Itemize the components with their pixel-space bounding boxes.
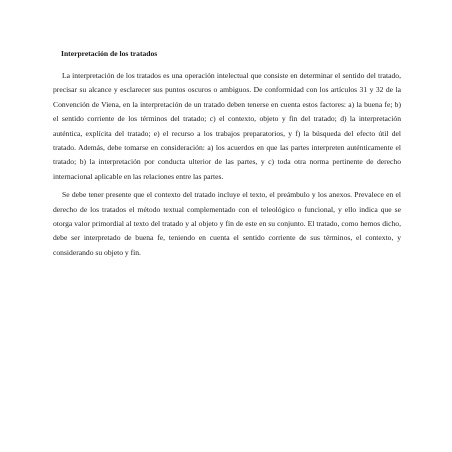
section-heading: Interpretación de los tratados bbox=[61, 49, 158, 58]
document-page bbox=[53, 48, 401, 264]
paragraph-treaty-context: Se debe tener presente que el contexto del tratado incluye el texto, el preámbulo y los anexos. Prevalece en el derecho de los tratados el método textual complementado con el teleológico o funcional, y ello indica que se otorga valor primordial al texto del tratado y al objeto y fin de este en su conjunto. El tratado, como hemos dicho, debe ser interpretado de buena fe, teniendo en cuenta el sentido corriente de sus términos, el contexto, y considerando su objeto y fin. bbox=[53, 190, 401, 257]
paragraph-interpretation-factors: La interpretación de los tratados es una operación intelectual que consiste en determinar el sentido del tratado, precisar su alcance y esclarecer sus puntos oscuros o ambiguos. De conformidad con los artículos 31 y 32 de la Convención de Viena, en la interpretación de un tratado deben tenerse en cuenta estos factores: a) la buena fe; b) el sentido corriente de los términos del tratado; c) el contexto, objeto y fin del tratado; d) la interpretación auténtica, explícita del tratado; e) el recurso a los trabajos preparatorios, y f) la búsqueda del efecto útil del tratado. Además, debe tomarse en consideración: a) los acuerdos en que las partes interpreten auténticamente el tratado; b) la interpretación por conducta ulterior de las partes, y c) toda otra norma pertinente de derecho internacional aplicable en las relaciones entre las partes. bbox=[53, 71, 401, 181]
